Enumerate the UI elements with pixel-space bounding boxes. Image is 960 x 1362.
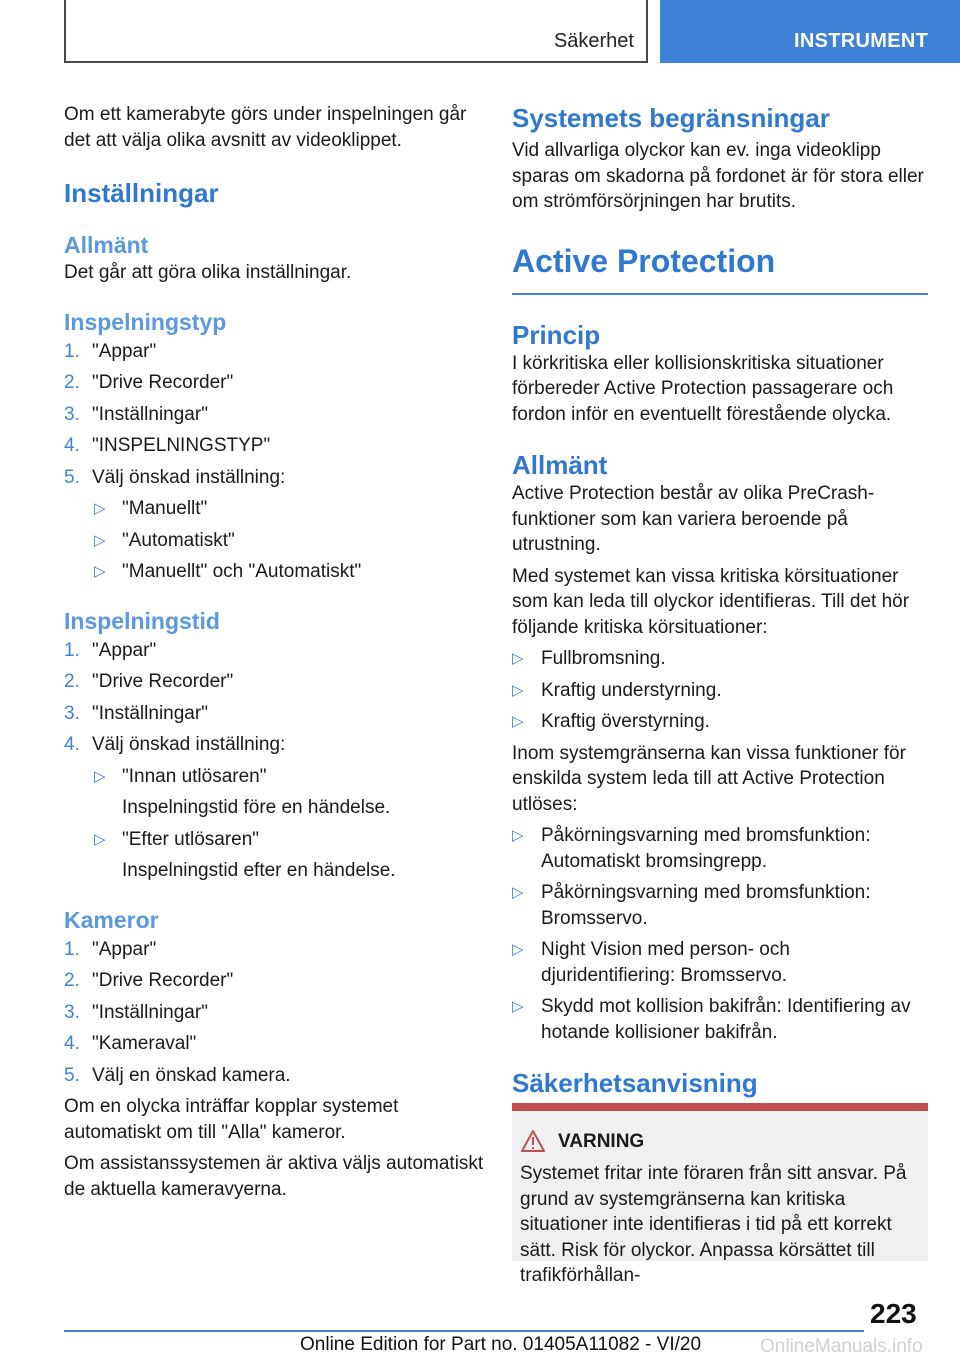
settings-heading: Inställningar [64, 178, 219, 208]
rectype-heading: Inspelningstyp [64, 308, 227, 335]
rectime-heading: Inspelningstid [64, 607, 220, 634]
right-column [512, 102, 928, 1099]
option-text: "Manuellt" [122, 498, 208, 519]
triangle-bullet-icon: ▷ [512, 681, 524, 699]
step-item [64, 339, 484, 365]
rectype-steps [64, 339, 484, 585]
step-text: "INSPELNINGSTYP" [92, 435, 271, 456]
situation-text: Kraftig understyrning. [541, 679, 722, 701]
step-text: Välj önskad inställning: [92, 466, 286, 488]
triangle-bullet-icon: ▷ [94, 830, 106, 848]
trigger-text: Påkörningsvarning med bromsfunktion: Automatiskt bromsingrepp. [541, 825, 871, 872]
step-text: "Appar" [92, 938, 157, 960]
option-text: "Automatiskt" [122, 529, 235, 551]
situation-item [512, 646, 928, 672]
step-item [64, 370, 484, 396]
principle-text: I körkritiska eller kollisionskritiska situationer förbereder Active Protection passagerare och fordon inför en eventuellt förestående olycka. [512, 352, 894, 425]
step-item [64, 937, 484, 963]
general-text: Det går att göra olika inställningar. [64, 262, 352, 283]
situation-item [512, 709, 928, 735]
limits-text: Vid allvarliga olyckor kan ev. inga videoklipp sparas om skadorna på fordonet är för stora eller om strömförsörjningen har brutits. [512, 140, 924, 212]
step-text: "Appar" [92, 340, 157, 362]
step-number: 1. [64, 938, 80, 960]
step-text: "Inställningar" [92, 403, 208, 425]
trigger-text: Skydd mot kollision bakifrån: Identifiering av hotande kollisioner bakifrån. [541, 996, 911, 1043]
step-text: "Inställningar" [92, 702, 208, 724]
step-number: 3. [64, 403, 80, 425]
step-number: 3. [64, 702, 80, 724]
trigger-item [512, 823, 928, 874]
step-number: 5. [64, 1064, 80, 1086]
ap-general-paragraph-2: Med systemet kan vissa kritiska körsituationer som kan leda till olyckor identifieras. Till det hör följande kritiska körsituationer: [512, 565, 910, 638]
step-number: 4. [64, 435, 80, 456]
step-item [64, 433, 484, 459]
active-protection-heading: Active Protection [512, 242, 776, 279]
cameras-paragraph-2: Om assistanssystemen är aktiva väljs automatiskt de aktuella kameravyerna. [64, 1153, 484, 1200]
step-item [64, 701, 484, 727]
triangle-bullet-icon: ▷ [512, 941, 524, 958]
step-number: 4. [64, 1033, 80, 1054]
warning-triangle-icon [520, 1129, 546, 1153]
trigger-text: Påkörningsvarning med bromsfunktion: Bromsservo. [541, 882, 871, 929]
step-text: "Appar" [92, 639, 157, 661]
step-item [64, 732, 484, 758]
trigger-text: Night Vision med person- och djuridentifiering: Bromsservo. [541, 939, 790, 986]
cameras-heading: Kameror [64, 906, 159, 933]
warning-bar [512, 1103, 928, 1111]
step-number: 1. [64, 639, 80, 661]
option-item [64, 764, 484, 790]
step-text: "Kameraval" [92, 1033, 197, 1054]
step-item [64, 465, 484, 491]
option-item [64, 528, 484, 554]
option-text: "Efter utlösaren" [122, 828, 260, 850]
ap-general-paragraph-1: Active Protection består av olika PreCrash-funktioner som kan variera beroende på utrustning. [512, 483, 875, 555]
rectime-steps [64, 638, 484, 884]
step-number: 5. [64, 466, 80, 488]
intro-paragraph: Om ett kamerabyte görs under inspelningen går det att välja olika avsnitt av videoklippet. [64, 104, 467, 151]
option-item [64, 827, 484, 853]
step-number: 2. [64, 970, 80, 991]
step-text: "Drive Recorder" [92, 671, 234, 692]
cameras-steps [64, 937, 484, 1089]
option-note: Inspelningstid före en händelse. [122, 797, 391, 818]
warning-title: VARNING [558, 1131, 645, 1152]
step-item [64, 1063, 484, 1089]
footer-divider [64, 1330, 864, 1332]
left-column [64, 102, 484, 1202]
option-note: Inspelningstid efter en händelse. [122, 860, 396, 881]
triangle-bullet-icon: ▷ [512, 827, 524, 844]
triangle-bullet-icon: ▷ [94, 563, 106, 580]
triangle-bullet-icon: ▷ [94, 500, 106, 517]
step-item [64, 402, 484, 428]
triangle-bullet-icon: ▷ [512, 650, 524, 667]
safety-heading: Säkerhetsanvisning [512, 1068, 758, 1098]
header-tab[interactable] [660, 0, 960, 63]
principle-heading: Princip [512, 319, 601, 350]
option-text: "Innan utlösaren" [122, 765, 267, 787]
warning-text: Systemet fritar inte föraren från sitt ansvar. På grund av systemgränserna kan kritiska situationer inte identifieras i tid på ett korrekt sätt. Risk för olyckor. Anpassa körsättet till trafikförhållan- [520, 1163, 907, 1286]
option-item [64, 496, 484, 522]
header-section-title: Säkerhet [553, 30, 634, 52]
warning-box [512, 1103, 928, 1286]
footer-edition: Online Edition for Part no. 01405A11082 - VI/20 [300, 1334, 702, 1355]
situation-text: Fullbromsning. [541, 648, 666, 669]
triangle-bullet-icon: ▷ [512, 713, 524, 730]
step-text: "Inställningar" [92, 1001, 208, 1023]
triangle-bullet-icon: ▷ [512, 884, 524, 901]
step-number: 4. [64, 734, 80, 755]
triangle-bullet-icon: ▷ [94, 767, 106, 785]
situation-text: Kraftig överstyrning. [541, 711, 710, 732]
step-text: "Drive Recorder" [92, 372, 234, 393]
step-number: 3. [64, 1001, 80, 1023]
step-number: 2. [64, 372, 80, 393]
step-text: Välj önskad inställning: [92, 734, 286, 755]
header-section-box [64, 0, 648, 63]
step-text: "Drive Recorder" [92, 970, 234, 991]
option-item [64, 559, 484, 585]
option-text: "Manuellt" och "Automatiskt" [122, 561, 362, 582]
trigger-item [512, 880, 928, 931]
trigger-item [512, 994, 928, 1045]
ap-general-heading: Allmänt [512, 450, 608, 480]
page-number: 223 [870, 1298, 917, 1329]
triangle-bullet-icon: ▷ [512, 998, 524, 1015]
triangle-bullet-icon: ▷ [94, 531, 106, 549]
step-item [64, 968, 484, 994]
step-item [64, 1031, 484, 1057]
step-text: Välj en önskad kamera. [92, 1064, 291, 1086]
footer-watermark-logo: OnlineManuals.info [760, 1336, 923, 1357]
step-number: 2. [64, 671, 80, 692]
cameras-paragraph-1: Om en olycka inträffar kopplar systemet automatiskt om till "Alla" kameror. [64, 1096, 399, 1143]
step-item [64, 1000, 484, 1026]
trigger-item [512, 937, 928, 988]
step-item [64, 669, 484, 695]
step-number: 1. [64, 340, 80, 362]
limits-heading: Systemets begränsningar [512, 103, 830, 133]
ap-general-paragraph-3: Inom systemgränserna kan vissa funktioner för enskilda system leda till att Active Protection utlöses: [512, 742, 906, 815]
step-item [64, 638, 484, 664]
general-heading: Allmänt [64, 232, 149, 258]
situation-item [512, 678, 928, 704]
header-tab-label: INSTRUMENT [794, 30, 929, 52]
